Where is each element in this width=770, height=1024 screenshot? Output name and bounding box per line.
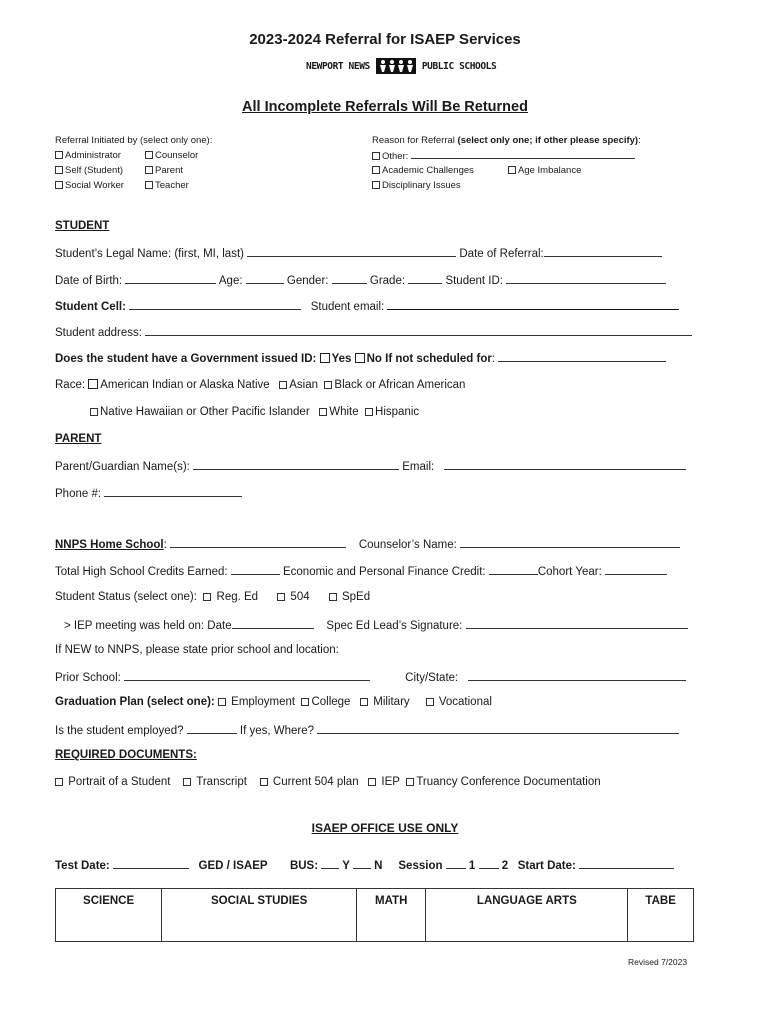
cohort-field[interactable] (605, 564, 667, 575)
prior-school-row: Prior School: City/State: (55, 670, 686, 684)
gov-id-row: Does the student have a Government issued ID: Yes No If not scheduled for: (55, 351, 666, 365)
form-title: 2023-2024 Referral for ISAEP Services (249, 31, 521, 48)
bus-y-field[interactable] (321, 858, 339, 869)
social-studies-cell[interactable]: SOCIAL STUDIES (162, 889, 357, 942)
race-hawaiian-checkbox[interactable] (90, 408, 98, 416)
session-1-field[interactable] (446, 858, 466, 869)
legal-name-row: Student’s Legal Name: (first, MI, last) Date of Referral: (55, 246, 662, 260)
required-docs-row: Portrait of a Student Transcript Current 504 plan IEP Truancy Conference Documentation (55, 776, 601, 788)
not-scheduled-field[interactable] (498, 351, 666, 362)
table-row (56, 889, 694, 942)
checkbox-icon[interactable] (508, 166, 516, 174)
revised-date: Revised 7/2023 (628, 957, 688, 967)
option-counselor[interactable]: Counselor (145, 148, 198, 163)
credits-field[interactable] (231, 564, 280, 575)
scores-table (55, 888, 694, 942)
employed-field[interactable] (187, 723, 237, 734)
iep-row: > IEP meeting was held on: Date Spec Ed Lead’s Signature: (64, 618, 688, 632)
race-asian-checkbox[interactable] (279, 381, 287, 389)
status-sped-checkbox[interactable] (329, 593, 337, 601)
gov-id-yes-checkbox[interactable] (320, 353, 330, 363)
phone-field[interactable] (104, 486, 242, 497)
page-subtitle: All Incomplete Referrals Will Be Returned (242, 99, 528, 115)
age-field[interactable] (246, 273, 284, 284)
checkbox-icon[interactable] (55, 151, 63, 159)
new-to-nnps-text: If NEW to NNPS, please state prior school and location: (55, 644, 339, 656)
grad-plan-row: Graduation Plan (select one): Employment College Military Vocational (55, 696, 492, 708)
reason-label: Reason for Referral (select only one; if other please specify): (372, 135, 641, 146)
referral-date-field[interactable] (544, 246, 662, 257)
parent-name-field[interactable] (193, 459, 399, 470)
session-2-field[interactable] (479, 858, 499, 869)
address-field[interactable] (145, 325, 692, 336)
start-date-field[interactable] (579, 858, 674, 869)
parent-name-row: Parent/Guardian Name(s): Email: (55, 459, 686, 473)
logo-text-right: PUBLIC SCHOOLS (421, 60, 497, 72)
doc-portrait-checkbox[interactable] (55, 778, 63, 786)
office-use-heading: ISAEP OFFICE USE ONLY (311, 821, 459, 835)
checkbox-icon[interactable] (372, 152, 380, 160)
doc-transcript-checkbox[interactable] (183, 778, 191, 786)
credits-row: Total High School Credits Earned: Economic and Personal Finance Credit: Cohort Year: (55, 564, 667, 578)
race-row-1: Race: American Indian or Alaska Native Asian Black or African American (55, 379, 466, 391)
science-cell[interactable]: SCIENCE (56, 889, 162, 942)
referral-initiated-label: Referral Initiated by (select only one): (55, 135, 213, 146)
tabe-cell[interactable]: TABE (628, 889, 694, 942)
checkbox-icon[interactable] (55, 166, 63, 174)
parent-email-field[interactable] (444, 459, 686, 470)
gender-field[interactable] (332, 273, 367, 284)
race-hispanic-checkbox[interactable] (365, 408, 373, 416)
logo-text-left: NEWPORT NEWS (306, 60, 370, 72)
doc-iep-checkbox[interactable] (368, 778, 376, 786)
option-social-worker[interactable]: Social Worker (55, 178, 124, 193)
other-field[interactable] (411, 148, 635, 159)
cell-row: Student Cell: Student email: (55, 299, 679, 313)
district-logo (306, 56, 496, 76)
student-heading: STUDENT (55, 220, 110, 232)
phone-row: Phone #: (55, 486, 242, 500)
race-black-checkbox[interactable] (324, 381, 332, 389)
office-row: Test Date: GED / ISAEP BUS: Y N Session 1 2 Start Date: (55, 858, 674, 872)
sped-signature-field[interactable] (466, 618, 688, 629)
checkbox-icon[interactable] (145, 181, 153, 189)
checkbox-icon[interactable] (145, 166, 153, 174)
econ-credit-field[interactable] (489, 564, 538, 575)
parent-heading: PARENT (55, 433, 102, 445)
checkbox-icon[interactable] (372, 166, 380, 174)
plan-military-checkbox[interactable] (360, 698, 368, 706)
option-administrator[interactable]: Administrator (55, 148, 121, 163)
address-row: Student address: (55, 325, 692, 339)
student-id-field[interactable] (506, 273, 666, 284)
test-date-field[interactable] (113, 858, 189, 869)
dob-row: Date of Birth: Age: Gender: Grade: Student ID: (55, 273, 666, 287)
race-row-2: Native Hawaiian or Other Pacific Islander White Hispanic (90, 406, 419, 418)
plan-vocational-checkbox[interactable] (426, 698, 434, 706)
logo-figures-icon (376, 56, 416, 76)
required-docs-heading: REQUIRED DOCUMENTS: (55, 749, 197, 761)
option-parent[interactable]: Parent (145, 163, 183, 178)
home-school-row: NNPS Home School: Counselor’s Name: (55, 537, 680, 551)
race-white-checkbox[interactable] (319, 408, 327, 416)
plan-employment-checkbox[interactable] (218, 698, 226, 706)
status-row: Student Status (select one): Reg. Ed 504 SpEd (55, 591, 371, 603)
doc-truancy-checkbox[interactable] (406, 778, 414, 786)
counselor-field[interactable] (460, 537, 680, 548)
gov-id-no-checkbox[interactable] (355, 353, 365, 363)
city-state-field[interactable] (468, 670, 686, 681)
bus-n-field[interactable] (353, 858, 371, 869)
employer-field[interactable] (317, 723, 679, 734)
status-reg-ed-checkbox[interactable] (203, 593, 211, 601)
cell-field[interactable] (129, 299, 301, 310)
prior-school-field[interactable] (124, 670, 370, 681)
option-teacher[interactable]: Teacher (145, 178, 189, 193)
employed-row: Is the student employed? If yes, Where? (55, 723, 679, 737)
grade-field[interactable] (408, 273, 442, 284)
reason-other[interactable]: Other: (372, 148, 635, 164)
math-cell[interactable]: MATH (357, 889, 426, 942)
reason-academic[interactable]: Academic Challenges (372, 163, 474, 178)
iep-date-field[interactable] (232, 618, 314, 629)
plan-college-checkbox[interactable] (301, 698, 309, 706)
dob-field[interactable] (125, 273, 216, 284)
race-american-indian-checkbox[interactable] (88, 379, 98, 389)
home-school-field[interactable] (170, 537, 346, 548)
checkbox-icon[interactable] (55, 181, 63, 189)
reason-disciplinary[interactable]: Disciplinary Issues (372, 178, 461, 193)
checkbox-icon[interactable] (372, 181, 380, 189)
email-field[interactable] (387, 299, 679, 310)
reason-age[interactable]: Age Imbalance (508, 163, 581, 178)
language-arts-cell[interactable]: LANGUAGE ARTS (426, 889, 628, 942)
doc-504-checkbox[interactable] (260, 778, 268, 786)
checkbox-icon[interactable] (145, 151, 153, 159)
legal-name-field[interactable] (247, 246, 456, 257)
option-self-student[interactable]: Self (Student) (55, 163, 123, 178)
status-504-checkbox[interactable] (277, 593, 285, 601)
